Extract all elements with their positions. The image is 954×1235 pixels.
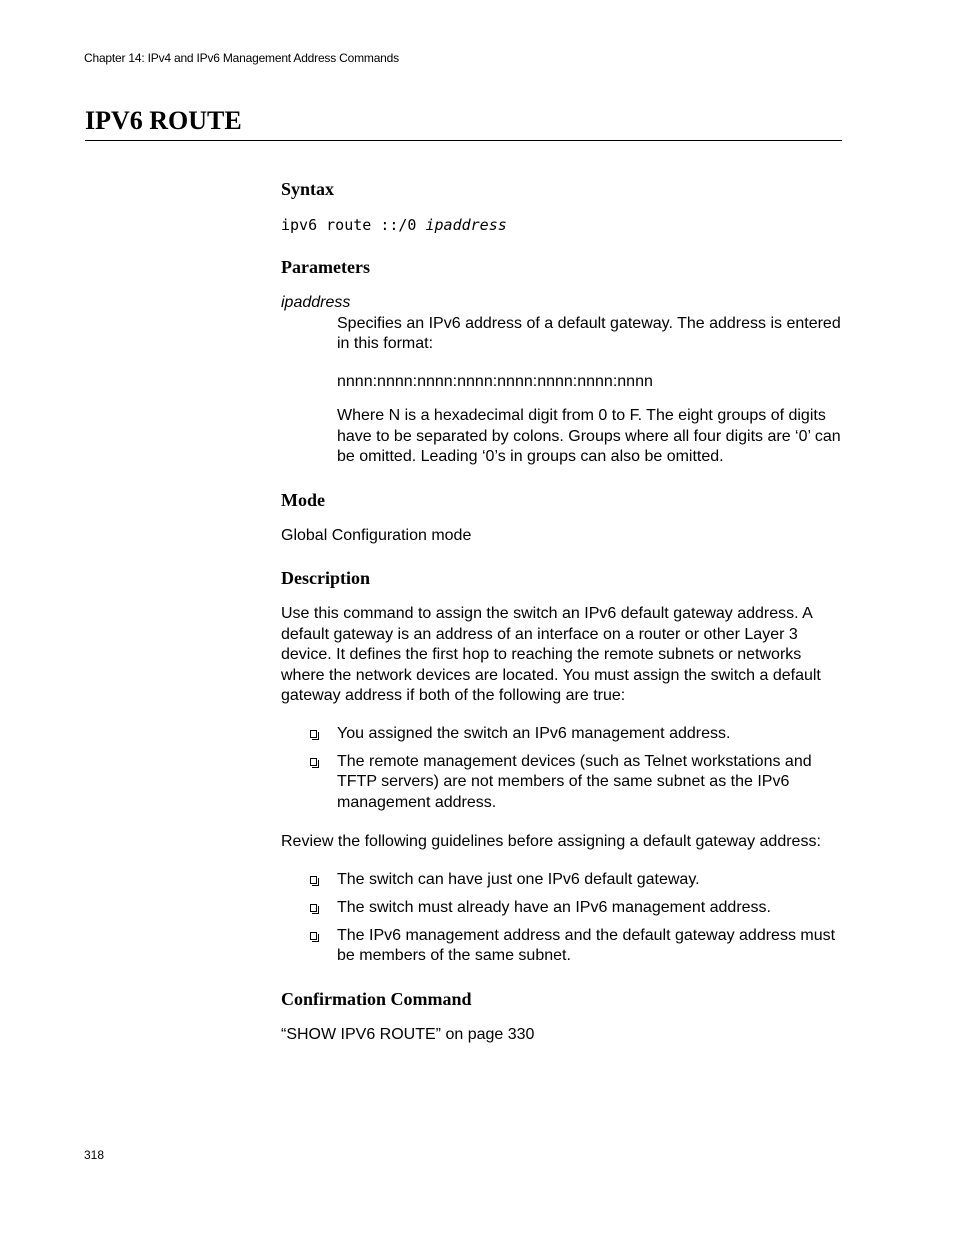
syntax-command-text: ipv6 route ::/0 xyxy=(281,216,426,234)
list-item xyxy=(281,752,846,814)
running-header: Chapter 14: IPv4 and IPv6 Management Address Commands xyxy=(84,51,399,65)
confirmation-heading: Confirmation Command xyxy=(281,988,472,1009)
checkbox-bullet-icon xyxy=(310,904,317,912)
checkbox-bullet-icon xyxy=(310,758,317,766)
checkbox-bullet-icon xyxy=(310,730,317,738)
confirmation-link[interactable]: “SHOW IPV6 ROUTE” on page 330 xyxy=(281,1025,535,1043)
parameter-name: ipaddress xyxy=(281,294,351,311)
page-number: 318 xyxy=(84,1148,105,1162)
syntax-command xyxy=(281,215,846,235)
list-item-text: The switch must already have an IPv6 management address. xyxy=(337,898,771,916)
list-item xyxy=(281,724,846,745)
checkbox-bullet-icon xyxy=(310,932,317,940)
description-intro: Use this command to assign the switch an IPv6 default gateway address. A default gateway is an address of an interface on a router or other Layer 3 device. It defines the first hop to reaching the remote subnets or networks where the network devices are located. You must assign the switch a default gateway address if both of the following are true: xyxy=(281,605,821,704)
list-item xyxy=(281,870,846,891)
page-title: IPV6 ROUTE xyxy=(85,106,242,135)
list-item-text: You assigned the switch an IPv6 management address. xyxy=(337,724,731,742)
description-heading: Description xyxy=(281,568,370,588)
mode-heading: Mode xyxy=(281,489,325,510)
title-rule xyxy=(85,140,842,141)
parameter-note: Where N is a hexadecimal digit from 0 to F. The eight groups of digits have to be separated by colons. Groups where all four digits are ‘0’ can be omitted. Leading ‘0’s in groups can also be omitted. xyxy=(337,407,841,465)
syntax-heading: Syntax xyxy=(281,179,335,199)
list-item xyxy=(281,926,846,967)
mode-text: Global Configuration mode xyxy=(281,526,472,544)
list-item xyxy=(281,898,846,919)
guidelines-list xyxy=(281,870,846,967)
parameters-heading: Parameters xyxy=(281,257,370,277)
parameter-format: nnnn:nnnn:nnnn:nnnn:nnnn:nnnn:nnnn:nnnn xyxy=(337,372,653,390)
syntax-argument: ipaddress xyxy=(425,216,507,234)
list-item-text: The IPv6 management address and the default gateway address must be members of the same subnet. xyxy=(337,926,836,964)
conditions-list xyxy=(281,724,846,814)
parameter-description: Specifies an IPv6 address of a default gateway. The address is entered in this format: xyxy=(337,314,841,352)
checkbox-bullet-icon xyxy=(310,876,317,884)
guidelines-intro: Review the following guidelines before assigning a default gateway address: xyxy=(281,833,821,850)
list-item-text: The remote management devices (such as Telnet workstations and TFTP servers) are not members of the same subnet as the IPv6 management address. xyxy=(337,752,812,811)
list-item-text: The switch can have just one IPv6 default gateway. xyxy=(337,870,700,888)
main-content xyxy=(281,176,846,1045)
